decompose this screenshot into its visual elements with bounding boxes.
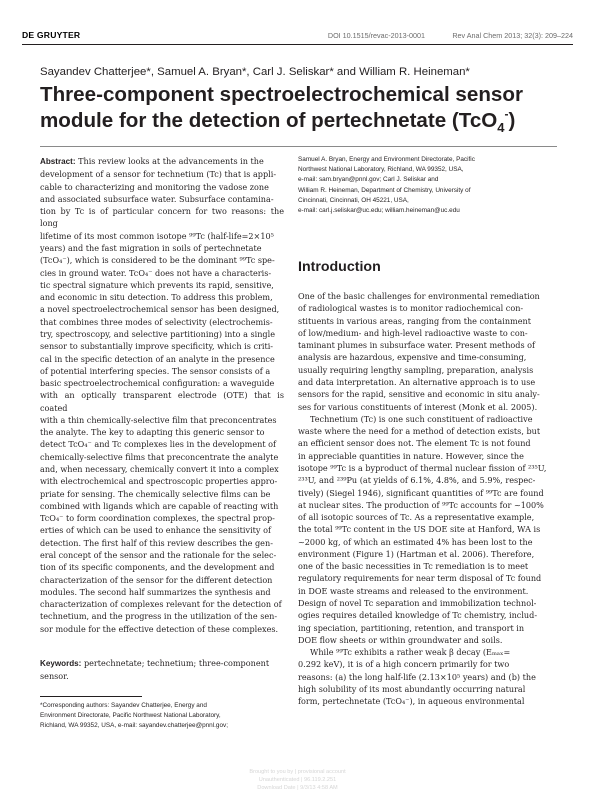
footnote-line: *Corresponding authors: Sayandev Chatterjee, Energy and [40, 702, 207, 709]
abstract-line-text: This review looks at the advancements in the [75, 156, 264, 166]
abstract-line: basic spectroelectrochemical configuration: a waveguide [40, 378, 275, 389]
abstract-line: of potential interfering species. The sensor consists of a [40, 365, 271, 376]
intro-line: stituents in various areas, ranging from the containment [298, 315, 531, 326]
footnote-line: Environment Directorate, Pacific Northwest National Laboratory, [40, 712, 221, 720]
article-title [40, 82, 560, 134]
affiliation-line[interactable]: e-mail: sam.bryan@pnnl.gov; Carl J. Seliskar and [298, 176, 439, 184]
affiliation-line: Samuel A. Bryan, Energy and Environment Directorate, Pacific [298, 156, 475, 163]
intro-line: in appreciable quantities in nature. However, since the [298, 450, 524, 461]
abstract-line: that combines three modes of selectivity (electrochemis- [40, 316, 273, 327]
affiliation-line: Cincinnati, Cincinnati, OH 45221, USA, [298, 196, 409, 204]
abstract-line: with an optically transparent electrode (OTE) that is coated [40, 390, 284, 413]
download-watermark [0, 769, 595, 792]
title-line-2-text: module for the detection of pertechnetate (TcO [40, 109, 498, 132]
abstract-line: TcO₄⁻ to form coordination complexes, the spectral prop- [40, 513, 275, 524]
intro-line: of all isotopic sources of Tc. As a representative example, [298, 512, 535, 523]
intro-line: 0.292 keV), it is of a high concern primarily for two [298, 659, 510, 670]
abstract-line: characterization of the sensor for the different detection [40, 574, 273, 585]
intro-line: of radiological wastes is to monitor radiochemical con- [298, 303, 524, 314]
keywords-line [40, 657, 284, 670]
abstract-label: Abstract: [40, 157, 76, 166]
abstract-line: tion by Tc is of particular concern for two reasons: the long [40, 206, 284, 229]
intro-line: one of the basic necessities in Tc remediation is to meet [298, 561, 529, 572]
abstract-line: and economic in situ detection. To address this problem, [40, 292, 273, 303]
intro-line: ²³³U, and ²³⁹Pu (at yields of 6.1%, 4.8%, and 5.9%, respec- [298, 475, 536, 486]
intro-line: ing speciation, partitioning, retention, and transport in [298, 622, 525, 633]
header-rule [22, 44, 573, 45]
corresponding-authors-footnote [40, 701, 284, 731]
abstract-line: technetium, and the progress in the utilization of the sen- [40, 611, 278, 622]
watermark-line: Download Date | 9/3/13 4:58 AM [257, 784, 338, 791]
abstract-line: chemically-selective films that preconcentrate the analyte [40, 451, 279, 462]
intro-line: isotope ⁹⁹Tc is a byproduct of thermal nuclear fission of ²³⁵U, [298, 462, 547, 473]
intro-line: in DOE waste streams and released to the environment. [298, 585, 529, 596]
abstract-line [40, 155, 284, 168]
title-line-2 [40, 108, 560, 134]
abstract-line: a novel spectroelectrochemical sensor has been designed, [40, 304, 280, 315]
intro-line: reasons: (a) the long half-life (2.13×10⁵ years) and (b) the [298, 671, 536, 682]
intro-line: usually requiring lengthy sampling, preparation, analysis [298, 364, 534, 375]
running-header [22, 28, 573, 42]
abstract-line: development of a sensor for technetium (Tc) that is appli- [40, 169, 277, 180]
intro-line: sensors for the rapid, sensitive and economic in situ analy- [298, 389, 540, 400]
watermark-line: Unauthenticated | 96.119.2.251 [258, 776, 337, 783]
intro-line: of low/medium- and high-level radioactive waste to con- [298, 327, 528, 338]
keywords-line: sensor. [40, 671, 69, 682]
intro-line: form, pertechnetate (TcO₄⁻), in aqueous environmental [298, 696, 525, 707]
affiliation-line: Northwest National Laboratory, Richland, WA 99352, USA, [298, 166, 464, 174]
intro-line: One of the basic challenges for environmental remediation [298, 291, 540, 301]
intro-line: the total ⁹⁹Tc content in the US DOE site at Hanford, WA is [298, 524, 541, 535]
journal-citation: Rev Anal Chem 2013; 32(3): 209–224 [452, 31, 573, 40]
intro-line: Technetium (Tc) is one such constituent of radioactive [310, 413, 533, 424]
abstract-line: sensor to substantially improve specificity, which is criti- [40, 341, 274, 352]
abstract-line: and, when necessary, chemically convert it into a complex [40, 464, 279, 475]
intro-line: ses for various constituents of interest (Monk et al. 2005). [298, 401, 538, 412]
title-superscript: - [504, 107, 509, 121]
intro-line: DOE flow sheets or within groundwater and soils. [298, 634, 503, 645]
title-line-1: Three-component spectroelectrochemical sensor [40, 83, 523, 106]
affiliation-line[interactable]: e-mail: carl.j.seliskar@uc.edu; william.heineman@uc.edu [298, 207, 460, 215]
keywords-text: pertechnetate; technetium; three-component [81, 658, 270, 668]
abstract-line: eral concept of the sensor and the rationale for the selec- [40, 550, 277, 560]
abstract-line: with a thin chemically-selective film that preconcentrates [40, 414, 277, 425]
watermark-line: Brought to you by | provisional account [249, 769, 346, 775]
intro-line: regulatory requirements for near term disposal of Tc found [298, 573, 542, 584]
abstract-line: detect TcO₄⁻ and Tc complexes lies in the development of [40, 439, 277, 450]
intro-line: taminant plumes in subsurface water. Present methods of [298, 340, 536, 351]
abstract-line: detection. The first half of this review describes the gen- [40, 537, 273, 548]
intro-line: Design of novel Tc separation and immobilization technol- [298, 598, 537, 609]
intro-line: ~2000 kg, of which an estimated 4% has been lost to the [298, 536, 533, 547]
keywords-label: Keywords: [40, 659, 82, 668]
intro-line: While ⁹⁹Tc exhibits a rather weak β decay (Eₘₐₓ= [310, 647, 511, 658]
abstract-line: lifetime of its most common isotope ⁹⁹Tc (half-life=2×10⁵ [40, 230, 274, 241]
footnote-rule [40, 696, 142, 697]
abstract-line: and associated subsurface water. Subsurface contamina- [40, 193, 274, 204]
title-subscript: 4 [497, 120, 505, 135]
abstract-line: characterization of complexes relevant for the detection of [40, 599, 282, 610]
intro-line: and data interpretation. An alternative approach is to use [298, 376, 536, 387]
abstract-line: tion of its specific components, and the development and [40, 562, 275, 573]
abstract-line: the analyte. The key to adapting this generic sensor to [40, 427, 265, 438]
intro-line: analysis are hazardous, expensive and time-consuming, [298, 352, 527, 363]
abstract-line: tic spectral signature which prevents its rapid, sensitive, [40, 279, 274, 290]
title-close-paren: ) [508, 109, 516, 132]
abstract-line: combined with ligands which are capable of reacting with [40, 500, 279, 511]
abstract-line: (TcO₄⁻), which is considered to be the dominant ⁹⁹Tc spe- [40, 255, 275, 266]
abstract-line: cal in the specific detection of an analyte in the presence [40, 353, 275, 364]
intro-line: waste where the need for a method of detection exists, but [298, 426, 541, 437]
title-rule [40, 146, 557, 147]
abstract [40, 155, 284, 635]
abstract-line: modules. The second half summarizes the synthesis and [40, 586, 271, 597]
intro-line: at nuclear sites. The production of ⁹⁹Tc accounts for ~100% [298, 499, 544, 510]
keywords [40, 657, 284, 683]
abstract-line: erties of which can be used to enhance the sensitivity of [40, 525, 271, 536]
affiliation-line: William R. Heineman, Department of Chemistry, University of [298, 186, 471, 194]
author-affiliations [298, 155, 557, 216]
intro-line: environment (Figure 1) (Hartman et al. 2006). Therefore, [298, 548, 535, 559]
introduction-body [298, 290, 557, 708]
intro-line: high solubility of its most abundantly occurring natural [298, 684, 526, 694]
abstract-line: years) and the fast migration in soils of pertechnetate [40, 242, 262, 253]
intro-line: an efficient sensor does not. The element Tc is not found [298, 438, 531, 449]
publisher-name: DE GRUYTER [22, 30, 81, 40]
abstract-line: sor module for the effective detection of these complexes. [40, 623, 279, 634]
intro-line: ogies requires detailed knowledge of Tc chemistry, includ- [298, 610, 538, 621]
author-list: Sayandev Chatterjee*, Samuel A. Bryan*, Carl J. Seliskar* and William R. Heineman* [40, 66, 470, 78]
section-heading-introduction: Introduction [298, 259, 381, 275]
abstract-line: cies in ground water. TcO₄⁻ does not have a characteris- [40, 267, 272, 278]
doi-link[interactable]: DOI 10.1515/revac-2013-0001 [327, 31, 425, 40]
intro-line: tively) (Siegel 1946), significant quantities of ⁹⁹Tc are found [298, 487, 544, 498]
footnote-line: Richland, WA 99352, USA, e-mail: sayandev.chatterjee@pnnl.gov; [40, 722, 229, 730]
abstract-line: try, spectroscopy, and selective partitioning) into a single [40, 328, 275, 339]
abstract-line: priate for sensing. The chemically selective films can be [40, 488, 271, 499]
abstract-line: cable to characterizing and monitoring the vadose zone [40, 181, 269, 192]
abstract-line: with electrochemical and spectroscopic properties appro- [40, 476, 278, 487]
